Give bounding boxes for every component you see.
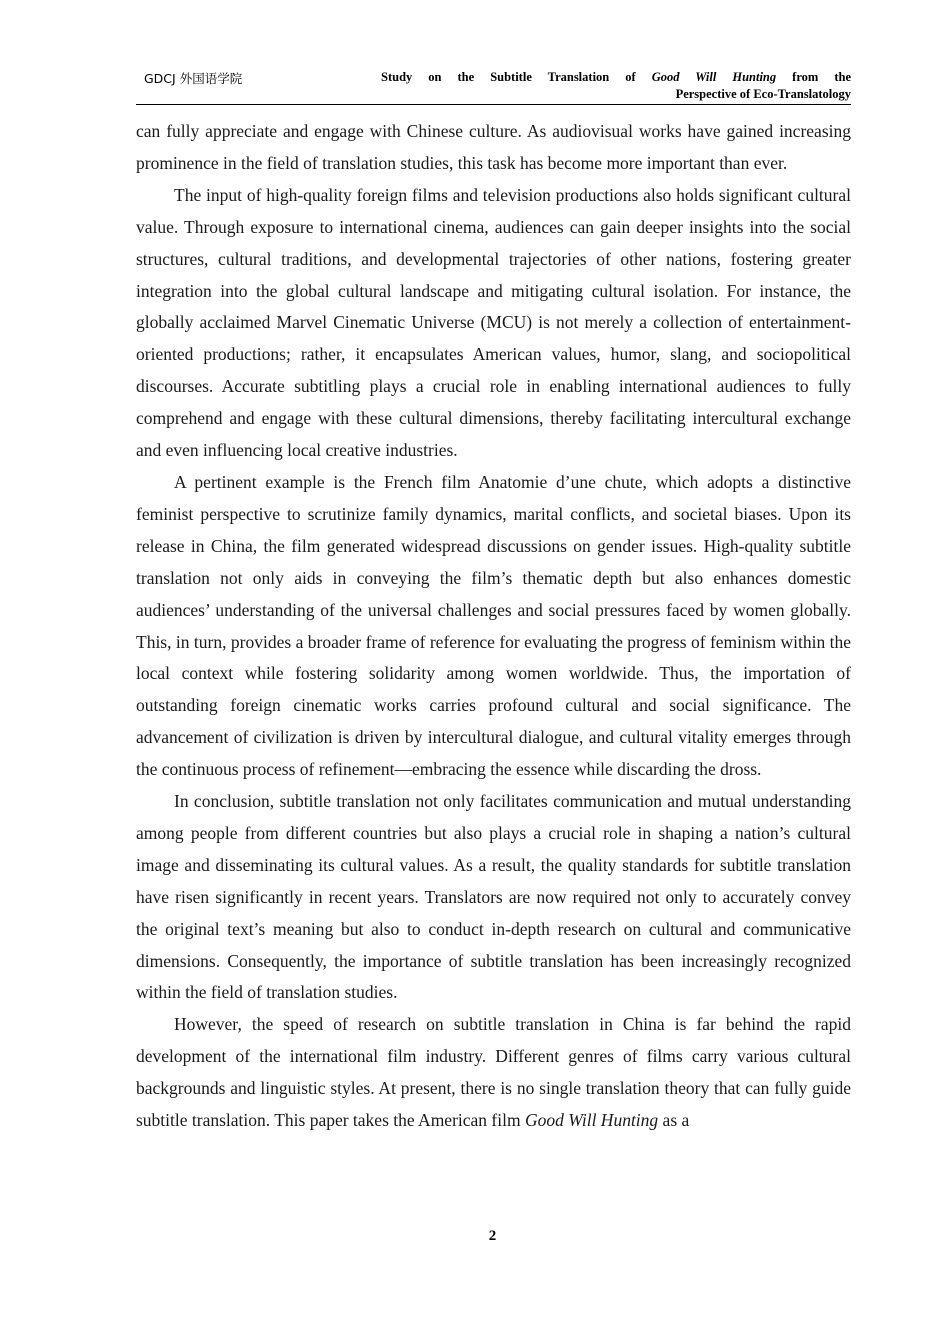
- header-title-line-1: [381, 69, 851, 86]
- paragraph-research-gap: [136, 1009, 851, 1137]
- paragraph-anatomie-example: A pertinent example is the French film Anatomie d’une chute, which adopts a distinctive feminist perspective to scrutinize family dynamics, marital conflicts, and societal biases. Upon its release in China, the film generated widespread discussions on gender issues. High-quality subtitle translation not only aids in conveying the film’s thematic depth but also enhances domestic audiences’ understanding of the universal challenges and social pressures faced by women globally. This, in turn, provides a broader frame of reference for evaluating the progress of feminism within the local context while fostering solidarity among women worldwide. Thus, the importation of outstanding foreign cinematic works carries profound cultural and social significance. The advancement of civilization is driven by intercultural dialogue, and cultural vitality emerges through the continuous process of refinement—embracing the essence while discarding the dross.: [136, 471, 851, 780]
- film-title-italic: Good Will Hunting: [524, 1110, 659, 1131]
- page-header: [136, 66, 851, 105]
- body-text: [136, 116, 851, 1137]
- header-title-line-2: Perspective of Eco-Translatology: [675, 87, 851, 101]
- header-paper-title: [381, 69, 851, 103]
- paragraph-foreign-films-value: The input of high-quality foreign films and television productions also holds significant cultural value. Through exposure to international cinema, audiences can gain deeper insights into the social structures, cultural traditions, and developmental trajectories of other nations, fostering greater integration into the global cultural landscape and mitigating cultural isolation. For instance, the globally acclaimed Marvel Cinematic Universe (MCU) is not merely a collection of entertainment-oriented productions; rather, it encapsulates American values, humor, slang, and sociopolitical discourses. Accurate subtitling plays a crucial role in enabling international audiences to fully comprehend and engage with these cultural dimensions, thereby facilitating intercultural exchange and even influencing local creative industries.: [136, 184, 851, 461]
- header-institution: GDCJ 外国语学院: [144, 71, 243, 86]
- research-gap-tail: as a: [658, 1110, 690, 1131]
- header-film-title: Good Will Hunting: [651, 70, 777, 84]
- paragraph-conclusion: In conclusion, subtitle translation not only facilitates communication and mutual understanding among people from different countries but also plays a crucial role in shaping a nation’s cultural image and disseminating its cultural values. As a result, the quality standards for subtitle translation have risen significantly in recent years. Translators are now required not only to accurately convey the original text’s meaning but also to conduct in-depth research on cultural and communicative dimensions. Consequently, the importance of subtitle translation has been increasingly recognized within the field of translation studies.: [136, 791, 851, 1003]
- header-title-pre: Study on the Subtitle Translation of: [381, 70, 652, 84]
- page-number: 2: [488, 1228, 497, 1244]
- paragraph-continuation: can fully appreciate and engage with Chinese culture. As audiovisual works have gained increasing prominence in the field of translation studies, this task has become more important than ever.: [136, 121, 851, 173]
- header-title-post: from the: [776, 70, 851, 84]
- research-gap-text: However, the speed of research on subtitle translation in China is far behind the rapid development of the international film industry. Different genres of films carry various cultural backgrounds and linguistic styles. At present, there is no single translation theory that can fully guide subtitle translation. This paper takes the American film: [136, 1014, 851, 1131]
